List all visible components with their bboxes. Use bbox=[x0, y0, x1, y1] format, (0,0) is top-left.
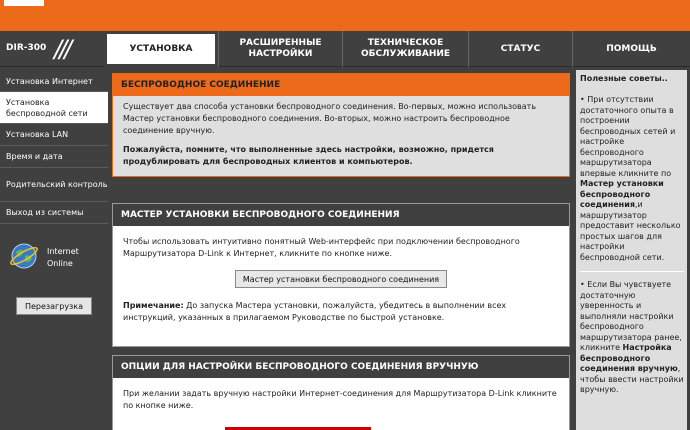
section-title: ОПЦИИ ДЛЯ НАСТРОЙКИ БЕСПРОВОДНОГО СОЕДИНЕНИЯ ВРУЧНУЮ bbox=[113, 356, 569, 378]
help-tip-1: • При отсутствии достаточного опыта в построении беспроводных сетей и настройке беспроводного маршрутизатора впервые кликните по Мастер установки беспроводного соединения,и маршрутизатор предоставит несколько простых шагов для настройки беспроводной сети. bbox=[580, 95, 681, 262]
section-title: МАСТЕР УСТАНОВКИ БЕСПРОВОДНОГО СОЕДИНЕНИЯ bbox=[113, 204, 569, 226]
note-text: До запуска Мастера установки, пожалуйста, убедитесь в выполнении всех инструкций, указанных в прилагаемом Руководстве по быстрой установке. bbox=[123, 301, 507, 322]
main-content bbox=[108, 67, 573, 430]
sidebar-item-lan-setup[interactable]: Установка LAN bbox=[0, 124, 108, 146]
sidebar-item-time-date[interactable]: Время и дата bbox=[0, 146, 108, 168]
manual-text: При желании задать вручную настройки Интернет-соединения для Маршрутизатора D-Link кликните по кнопке ниже. bbox=[123, 389, 557, 410]
internet-status bbox=[47, 246, 79, 270]
help-title: Полезные советы.. bbox=[580, 74, 668, 83]
model-label bbox=[0, 31, 108, 67]
sidebar-item-parental-control[interactable]: Родительский контроль bbox=[0, 168, 108, 202]
intro-text: Существует два способа установки беспроводного соединения. Во-первых, можно использовать Мастер установки беспроводного соединения. Во-вторых, можно настроить беспроводное соединение вручную. bbox=[123, 102, 537, 135]
brand-slashes: /// bbox=[54, 35, 70, 63]
help-panel bbox=[573, 67, 690, 430]
brand-logo-fragment bbox=[4, 0, 44, 6]
sidebar bbox=[0, 67, 108, 430]
sidebar-item-wireless-setup[interactable]: Установка беспроводной сети bbox=[0, 92, 108, 124]
tab-status[interactable]: СТАТУС bbox=[468, 31, 572, 67]
top-banner bbox=[0, 0, 690, 31]
model-name: DIR-300 bbox=[6, 43, 47, 53]
tab-maintenance[interactable]: ТЕХНИЧЕСКОЕ ОБСЛУЖИВАНИЕ bbox=[342, 31, 468, 67]
help-divider bbox=[580, 271, 684, 272]
warning-text: Пожалуйста, помните, что выполненные здесь настройки, возможно, придется продублировать для беспроводных клиентов и компьютеров. bbox=[123, 145, 494, 166]
nav-bar bbox=[0, 31, 690, 67]
tab-help[interactable]: ПОМОЩЬ bbox=[572, 31, 690, 67]
manual-setup-section bbox=[112, 355, 570, 430]
note-label: Примечание: bbox=[123, 301, 184, 310]
sidebar-item-internet-setup[interactable]: Установка Интернет bbox=[0, 71, 108, 92]
globe-icon bbox=[10, 242, 38, 270]
section-title: БЕСПРОВОДНОЕ СОЕДИНЕНИЕ bbox=[113, 74, 569, 96]
status-line-1: Internet bbox=[47, 247, 79, 256]
wizard-text: Чтобы использовать интуитивно понятный Web-интерфейс при подключении беспроводного Маршрутизатора D-Link к Интернет, кликните по кнопке ниже. bbox=[123, 237, 520, 258]
wizard-note bbox=[113, 300, 569, 324]
help-tip-2: • Если Вы чувствуете достаточную уверенность и выполняли настройки беспроводного маршрутизатора ранее, кликните Настройка беспроводного соединения вручную, чтобы ввести настройки вручную. bbox=[580, 280, 684, 394]
reboot-button[interactable]: Перезагрузка bbox=[16, 297, 92, 315]
sidebar-item-logout[interactable]: Выход из системы bbox=[0, 202, 108, 224]
status-line-2: Online bbox=[47, 259, 73, 268]
wizard-section bbox=[112, 203, 570, 347]
tab-advanced[interactable]: РАСШИРЕННЫЕ НАСТРОЙКИ bbox=[218, 31, 342, 67]
wireless-wizard-button[interactable]: Мастер установки беспроводного соединения bbox=[235, 270, 447, 288]
tab-setup[interactable]: УСТАНОВКА bbox=[104, 31, 218, 67]
wireless-intro-section bbox=[112, 73, 570, 177]
